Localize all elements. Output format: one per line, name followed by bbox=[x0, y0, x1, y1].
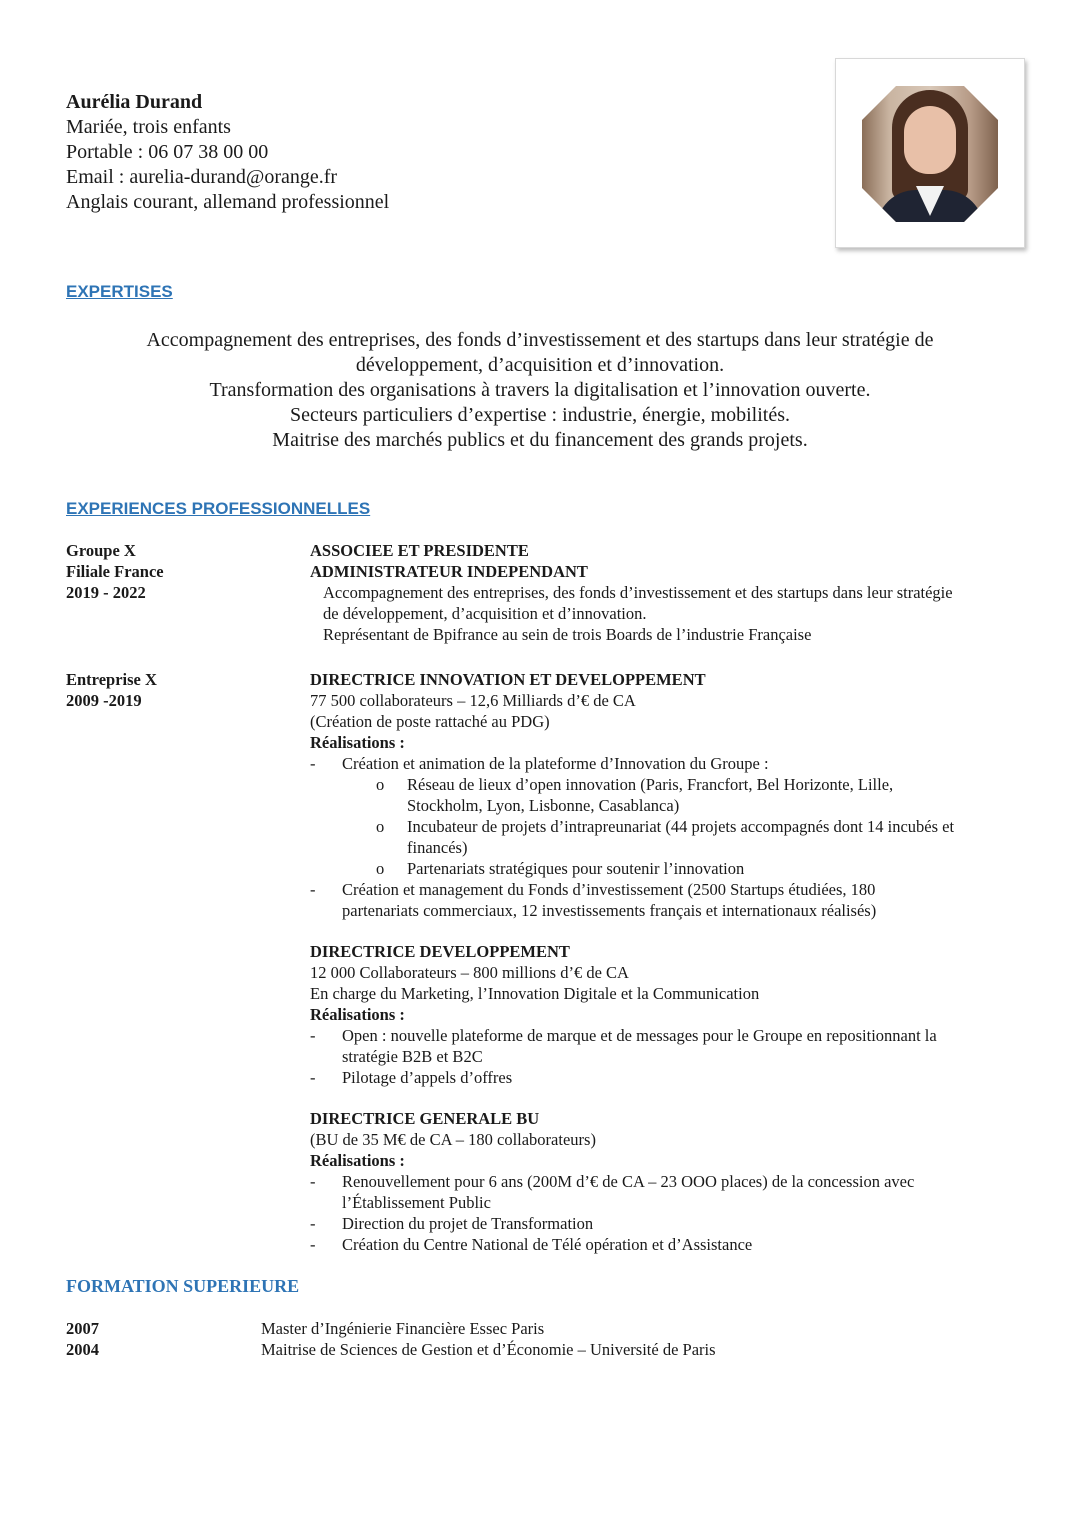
job-title: DIRECTRICE GENERALE BU bbox=[310, 1109, 540, 1128]
company-name: Groupe X bbox=[66, 541, 136, 560]
bullet-item-cont: stratégie B2B et B2C bbox=[342, 1047, 483, 1066]
period: 2009 -2019 bbox=[66, 691, 142, 710]
bullet-dash: - bbox=[310, 1026, 316, 1045]
formation-year: 2007 bbox=[66, 1319, 99, 1338]
formation-year: 2004 bbox=[66, 1340, 99, 1359]
phone: Portable : 06 07 38 00 00 bbox=[66, 141, 269, 163]
bullet-dash: - bbox=[310, 1214, 316, 1233]
bullet-item: Renouvellement pour 6 ans (200M d’€ de CA – 23 OOO places) de la concession avec bbox=[342, 1172, 915, 1191]
role-description: Représentant de Bpifrance au sein de trois Boards de l’industrie Française bbox=[323, 625, 812, 644]
job-detail: En charge du Marketing, l’Innovation Digitale et la Communication bbox=[310, 984, 760, 1003]
bullet-dash: - bbox=[310, 754, 316, 773]
formation-label: Master d’Ingénierie Financière Essec Paris bbox=[261, 1319, 545, 1338]
email: Email : aurelia-durand@orange.fr bbox=[66, 166, 338, 188]
realisations-label: Réalisations : bbox=[310, 733, 405, 752]
experiences-heading: EXPERIENCES PROFESSIONNELLES bbox=[66, 499, 371, 518]
expertise-line: Transformation des organisations à travers la digitalisation et l’innovation ouverte. bbox=[209, 379, 871, 401]
realisations-label: Réalisations : bbox=[310, 1151, 405, 1170]
realisations-label: Réalisations : bbox=[310, 1005, 405, 1024]
role-description: Accompagnement des entreprises, des fonds d’investissement et des startups dans leur stratégie bbox=[323, 583, 953, 602]
sub-bullet-item: Incubateur de projets d’intrapreunariat (44 projets accompagnés dont 14 incubés et bbox=[407, 817, 955, 836]
profile-photo-frame bbox=[835, 58, 1025, 248]
sub-bullet-circle: o bbox=[376, 775, 385, 794]
expertises-text bbox=[60, 328, 1020, 453]
bullet-dash: - bbox=[310, 1235, 316, 1254]
bullet-dash: - bbox=[310, 1068, 316, 1087]
role-title: ASSOCIEE ET PRESIDENTE bbox=[310, 541, 529, 560]
bullet-item: Open : nouvelle plateforme de marque et de messages pour le Groupe en repositionnant la bbox=[342, 1026, 937, 1045]
subsidiary-name: Filiale France bbox=[66, 562, 164, 581]
bullet-dash: - bbox=[310, 1172, 316, 1191]
expertise-line: développement, d’acquisition et d’innovation. bbox=[355, 354, 725, 376]
job-title: DIRECTRICE DEVELOPPEMENT bbox=[310, 942, 570, 961]
role-description: de développement, d’acquisition et d’innovation. bbox=[323, 604, 647, 623]
sub-bullet-item-cont: financés) bbox=[407, 838, 468, 857]
formation-label: Maitrise de Sciences de Gestion et d’Économie – Université de Paris bbox=[261, 1340, 716, 1359]
bullet-item: Création et management du Fonds d’investissement (2500 Startups étudiées, 180 bbox=[342, 880, 876, 899]
job-detail: 12 000 Collaborateurs – 800 millions d’€ de CA bbox=[310, 963, 629, 982]
formation-heading: FORMATION SUPERIEURE bbox=[66, 1276, 300, 1296]
expertise-line: Accompagnement des entreprises, des fonds d’investissement et des startups dans leur stratégie de bbox=[146, 329, 934, 351]
sub-bullet-item: Réseau de lieux d’open innovation (Paris, Francfort, Bel Horizonte, Lille, bbox=[407, 775, 894, 794]
candidate-name: Aurélia Durand bbox=[66, 91, 203, 113]
expertises-heading: EXPERTISES bbox=[66, 282, 173, 301]
family-status: Mariée, trois enfants bbox=[66, 116, 231, 138]
job-detail: (BU de 35 M€ de CA – 180 collaborateurs) bbox=[310, 1130, 596, 1149]
job-detail: 77 500 collaborateurs – 12,6 Milliards d’€ de CA bbox=[310, 691, 636, 710]
expertise-line: Maitrise des marchés publics et du financement des grands projets. bbox=[272, 429, 808, 451]
job-title: DIRECTRICE INNOVATION ET DEVELOPPEMENT bbox=[310, 670, 706, 689]
sub-bullet-item-cont: Stockholm, Lyon, Lisbonne, Casablanca) bbox=[407, 796, 680, 815]
expertise-line: Secteurs particuliers d’expertise : industrie, énergie, mobilités. bbox=[289, 404, 791, 426]
company-name: Entreprise X bbox=[66, 670, 157, 689]
bullet-item: Pilotage d’appels d’offres bbox=[342, 1068, 513, 1087]
role-title: ADMINISTRATEUR INDEPENDANT bbox=[310, 562, 588, 581]
photo-face bbox=[904, 106, 956, 174]
sub-bullet-item: Partenariats stratégiques pour soutenir l’innovation bbox=[407, 859, 745, 878]
bullet-item: Création du Centre National de Télé opération et d’Assistance bbox=[342, 1235, 753, 1254]
bullet-item-cont: partenariats commerciaux, 12 investissements français et internationaux réalisés) bbox=[342, 901, 877, 920]
profile-photo bbox=[862, 86, 998, 222]
job-detail: (Création de poste rattaché au PDG) bbox=[310, 712, 550, 731]
bullet-item: Création et animation de la plateforme d’Innovation du Groupe : bbox=[342, 754, 769, 773]
bullet-item-cont: l’Établissement Public bbox=[342, 1193, 491, 1212]
languages: Anglais courant, allemand professionnel bbox=[66, 191, 390, 213]
period: 2019 - 2022 bbox=[66, 583, 146, 602]
bullet-item: Direction du projet de Transformation bbox=[342, 1214, 594, 1233]
bullet-dash: - bbox=[310, 880, 316, 899]
sub-bullet-circle: o bbox=[376, 859, 385, 878]
sub-bullet-circle: o bbox=[376, 817, 385, 836]
